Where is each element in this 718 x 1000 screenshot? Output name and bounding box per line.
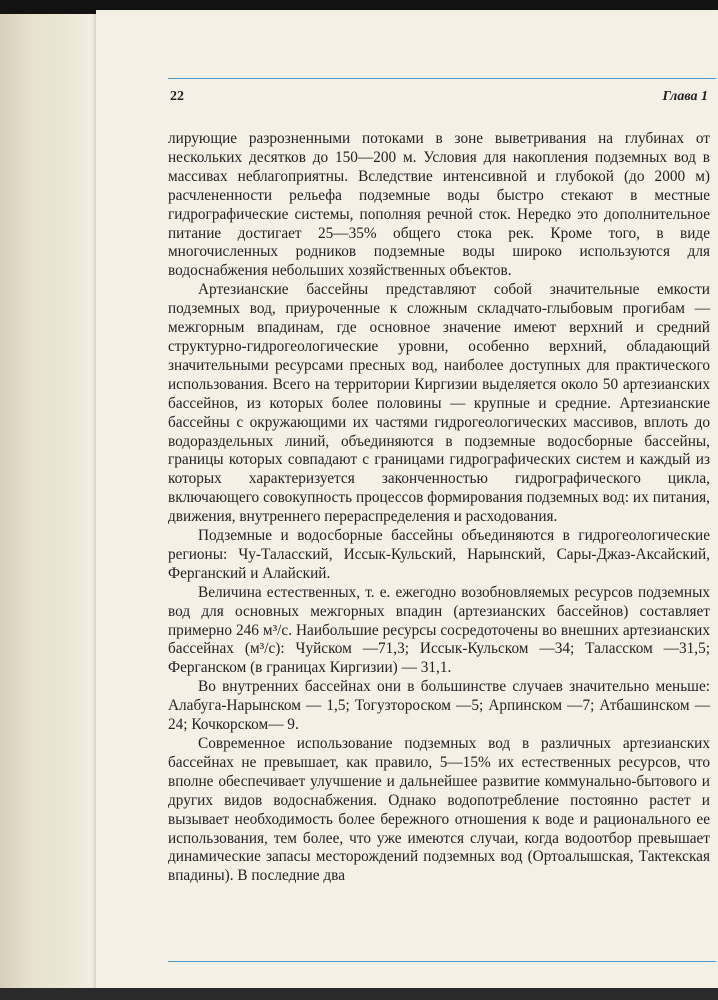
paragraph-modern-use: Современное использование подземных вод в различных артезианских бассейнах не превышает, как правило, 5—15% их естественных ресурсов, что вполне обеспечивает улучшение и дальнейшее развитие коммунально-бытового и других видов водоснабжения. Однако водопотребление постоянно растет и вызывает необходимость более бережного отношения к воде и рационального ее использования, тем более, что уже имеются случаи, когда водоотбор превышает динамические запасы месторождений подземных вод (Ортоалышская, Тактекская впадины). В последние два (168, 735, 710, 885)
running-header (170, 89, 708, 109)
book-binding-edge (0, 0, 96, 1000)
paragraph-artesian-basins: Артезианские бассейны представляют собой значительные емкости подземных вод, приуроченные к сложным складчато-глыбовым прогибам — межгорным впадинам, где основное значение имеют верхний и средний структурно-гидрогеологические уровни, особенно верхний, обладающий значительными ресурсами пресных вод, наиболее доступных для практического использования. Всего на территории Киргизии выделяется около 50 артезианских бассейнов, из которых более половины — крупные и средние. Артезианские бассейны с окружающими их частями гидрогеологических массивов, вплоть до водораздельных линий, объединяются в подземные водосборные бассейны, границы которых совпадают с границами гидрографических систем и каждый из которых характеризуется законченностью гидрографического цикла, включающего совокупность процессов формирования подземных вод: их питания, движения, внутреннего перераспределения и расходования. (168, 281, 710, 526)
paragraph-inner-basins: Во внутренних бассейнах они в большинстве случаев значительно меньше: Алабуга-Нарынском — 1,5; Тогузтороском —5; Арпинском —7; Атбашинском —24; Кочкорском— 9. (168, 678, 710, 734)
header-rule (168, 78, 716, 79)
paragraph-continuation: лирующие разрозненными потоками в зоне выветривания на глубинах от нескольких десятков до 150—200 м. Условия для накопления подземных вод в массивах неблагоприятны. Вследствие интенсивной и глубокой (до 2000 м) расчлененности рельефа подземные воды быстро стекают в местные гидрографические системы, пополняя речной сток. Нередко это дополнительное питание достигает 25—35% общего стока рек. Кроме того, в виде многочисленных родников подземные воды широко используются для водоснабжения небольших хозяйственных объектов. (168, 130, 710, 280)
scan-bottom-border (0, 988, 718, 1000)
paragraph-natural-resources: Величина естественных, т. е. ежегодно возобновляемых ресурсов подземных вод для основных межгорных впадин (артезианских бассейнов) составляет примерно 246 м³/с. Наибольшие ресурсы сосредоточены во внешних артезианских бассейнах (м³/с): Чуйском —71,3; Иссык-Кульском —34; Таласском —31,5; Ферганском (в границах Киргизии) — 31,1. (168, 583, 710, 677)
page-number: 22 (170, 89, 184, 104)
paragraph-regions: Подземные и водосборные бассейны объединяются в гидрогеологические регионы: Чу-Таласский, Иссык-Кульский, Нарынский, Сары-Джаз-Аксайский, Ферганский и Алайский. (168, 527, 710, 582)
page-body (168, 130, 710, 886)
chapter-title: Глава 1 (662, 89, 708, 104)
footer-rule (168, 961, 716, 962)
